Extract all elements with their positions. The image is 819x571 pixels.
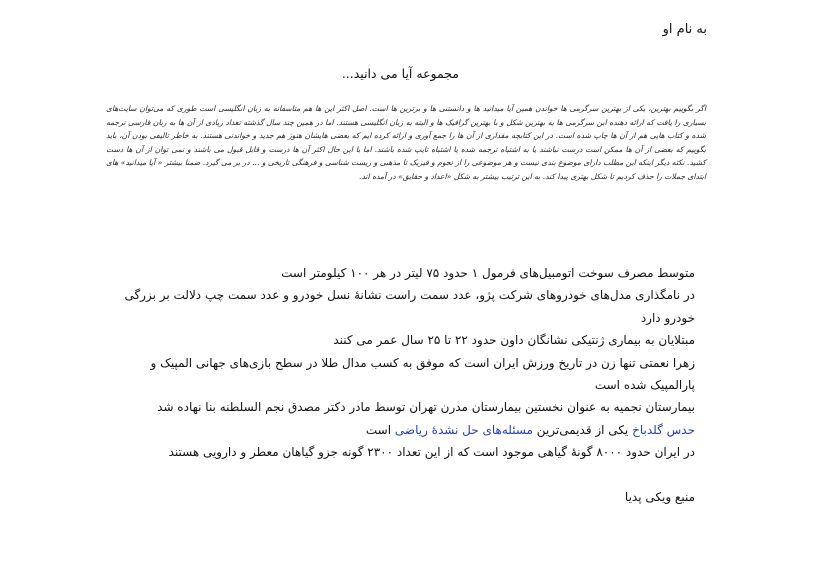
fact-item: در ایران حدود ۸۰۰۰ گونهٔ گیاهی موجود است که از این تعداد ۲۳۰۰ گونه جزو گیاهان معطر و دارویی هستند xyxy=(168,445,695,460)
fact-item: بیمارستان نجمیه به عنوان نخستین بیمارستان مدرن تهران توسط مادر دکتر مصدق نجم السلطنه بنا نهاده شد xyxy=(157,400,695,415)
facts-list xyxy=(115,262,695,464)
fact-item: متوسط مصرف سوخت اتومبیل‌های فرمول ۱ حدود ۷۵ لیتر در هر ۱۰۰ کیلومتر است xyxy=(281,266,695,280)
unsolved-problems-link[interactable]: مسئله‌های حل نشدهٔ ریاضی xyxy=(394,422,533,437)
fact-item: زهرا نعمتی تنها زن در تاریخ ورزش ایران است که موفق به کسب مدال طلا در سطح بازی‌های جهانی المپیک و پارالمپیک شده است xyxy=(150,355,695,393)
document-title: مجموعه آیا می دانید... xyxy=(341,66,459,81)
intro-paragraph: اگر بگوییم بهترین، یکی از بهترین سرگرمی ها خواندن همین آیا میدانید ها و دانستنی ها و برترین ها است. اصل اکثر این ها هم متاسفانه به زبان انگلیسی است طوری که می‌توان سایت‌های بسیاری را یافت که ارائه دهنده این سرگرمی ها به بهترین شکل و با بهترین گرافیک ها و البته به زبان انگلیسی هستند. اما در همین چند سال گذشته تعداد زیادی از آن ها به زبان فارسی ترجمه شده و کتاب هایی هم از آن ها چاپ شده است. در این کتابچه مقداری از آن ها را جمع آوری و ارائه کرده ایم که بعضی هایشان هنوز هم جدید و خواندنی هستند. به خاطر تالیفی بودن آن، باید بگوییم که بعضی از آن ها ممکن است درست نباشند یا به اشتباه ترجمه شده یا اشتباه تایپ شده باشند. اما با این حال اکثر آن ها درست و قابل قبول می باشند و نمی توان از آن ها دست کشید. نکته دیگر اینکه این مطلب دارای موضوع بندی نیست و هر موضوعی را از نجوم و فیزیک تا مذهبی و زیست شناسی و فرهنگی تاریخی و ... در بر می گیرد. ضمنا بیشتر « آیا میدانید» های ابتدای جملات را حذف کردیم تا شکل بهتری پیدا کند. به این ترتیب بیشتر به شکل «اعداد و حقایق» در آمده اند. xyxy=(106,104,706,181)
opening-heading: به نام او xyxy=(662,22,707,37)
source-note: منبع ویکی پدیا xyxy=(624,490,695,504)
fact-text: یکی از قدیمی‌ترین xyxy=(532,422,633,437)
fact-item: مبتلایان به بیماری ژنتیکی نشانگان داون حدود ۲۲ تا ۲۵ سال عمر می کنند xyxy=(333,333,695,348)
fact-text: است xyxy=(365,422,395,437)
fact-item: در نامگذاری مدل‌های خودروهای شرکت پژو، عدد سمت راست نشانهٔ نسل خودرو و عدد سمت چپ دلالت بر بزرگی خودرو دارد xyxy=(124,288,695,325)
goldbach-link[interactable]: حدس گلدباخ xyxy=(632,422,695,437)
fact-item-goldbach xyxy=(115,419,695,441)
